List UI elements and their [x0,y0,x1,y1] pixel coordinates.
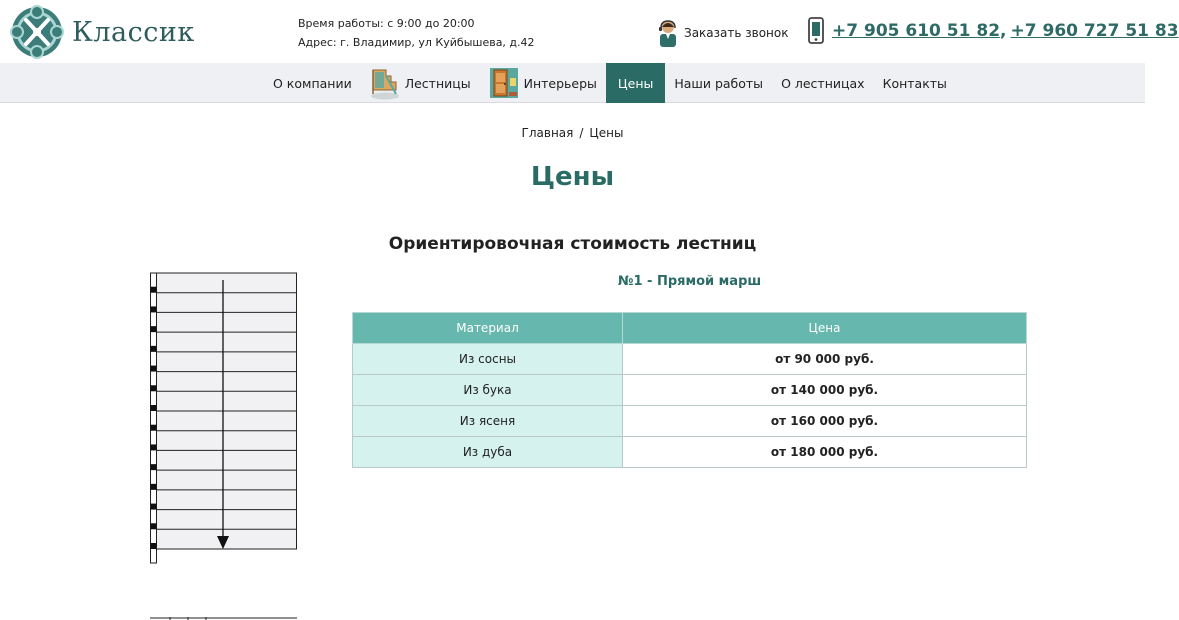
section-title: Ориентировочная стоимость лестниц [388,234,757,254]
nav-item-our-works[interactable] [665,63,772,103]
stair-baluster [151,306,157,312]
nav-item-label: О компании [273,75,352,91]
nav-item-stairs[interactable] [361,63,480,103]
price-cell: от 160 000 руб. [623,406,1027,437]
straight-stair-diagram [150,272,298,564]
address: Адрес: г. Владимир, ул Куйбышева, д.42 [298,36,535,49]
callback-button[interactable] [658,19,789,47]
material-cell: Из дуба [353,437,623,468]
mobile-phone-icon [808,17,824,44]
nav-item-label: Наши работы [674,75,764,91]
phone-separator: , [1000,20,1007,41]
stairs-icon [370,66,400,100]
phone-block [808,17,1179,44]
column-header-material: Материал [353,313,623,344]
nav-item-interiors[interactable] [480,63,606,103]
material-cell: Из бука [353,375,623,406]
nav-item-about-stairs[interactable] [772,63,874,103]
table-row [353,375,1027,406]
stair-baluster [151,543,157,549]
table-header-row [353,313,1027,344]
contact-info [298,14,535,52]
stair-rail [151,273,157,563]
brand-name: Классик [72,16,195,48]
stair-type-title: №1 - Прямой марш [617,274,762,289]
site-header [0,0,1179,63]
stair-baluster [151,346,157,352]
column-header-price: Цена [623,313,1027,344]
material-cell: Из ясеня [353,406,623,437]
table-row [353,406,1027,437]
material-cell: Из сосны [353,344,623,375]
stair-baluster [151,444,157,450]
stair-baluster [151,366,157,372]
main-nav [0,63,1145,103]
nav-item-about[interactable] [264,63,361,103]
logo[interactable] [10,4,195,60]
logo-emblem-icon [10,4,64,60]
price-table [352,312,1027,468]
stair-baluster [151,405,157,411]
nav-item-prices[interactable] [606,63,665,103]
nav-item-label: Лестницы [404,75,471,91]
breadcrumb [0,126,1145,140]
price-cell: от 140 000 руб. [623,375,1027,406]
nav-item-label: Интерьеры [523,75,597,91]
table-row [353,437,1027,468]
stair-baluster [151,326,157,332]
price-cell: от 180 000 руб. [623,437,1027,468]
price-cell: от 90 000 руб. [623,344,1027,375]
stair-baluster [151,464,157,470]
breadcrumb-home[interactable]: Главная [521,126,574,140]
stair-baluster [151,523,157,529]
stair-baluster [151,287,157,293]
phone-link-2[interactable]: +7 960 727 51 83 [1010,20,1179,41]
nav-item-label: Контакты [882,75,947,91]
stair-baluster [151,504,157,510]
phone-link-1[interactable]: +7 905 610 51 82 [832,20,1001,41]
stair-baluster [151,425,157,431]
table-row [353,344,1027,375]
breadcrumb-current: Цены [589,126,624,140]
nav-item-contacts[interactable] [874,63,956,103]
stair-baluster [151,385,157,391]
operator-icon [658,19,678,47]
nav-item-label: О лестницах [781,75,865,91]
stair-baluster [151,484,157,490]
callback-label: Заказать звонок [684,26,789,40]
interior-door-icon [489,66,519,100]
page-title: Цены [530,162,615,192]
breadcrumb-separator: / [579,126,584,140]
working-hours: Время работы: с 9:00 до 20:00 [298,17,475,30]
nav-item-label: Цены [617,75,654,91]
